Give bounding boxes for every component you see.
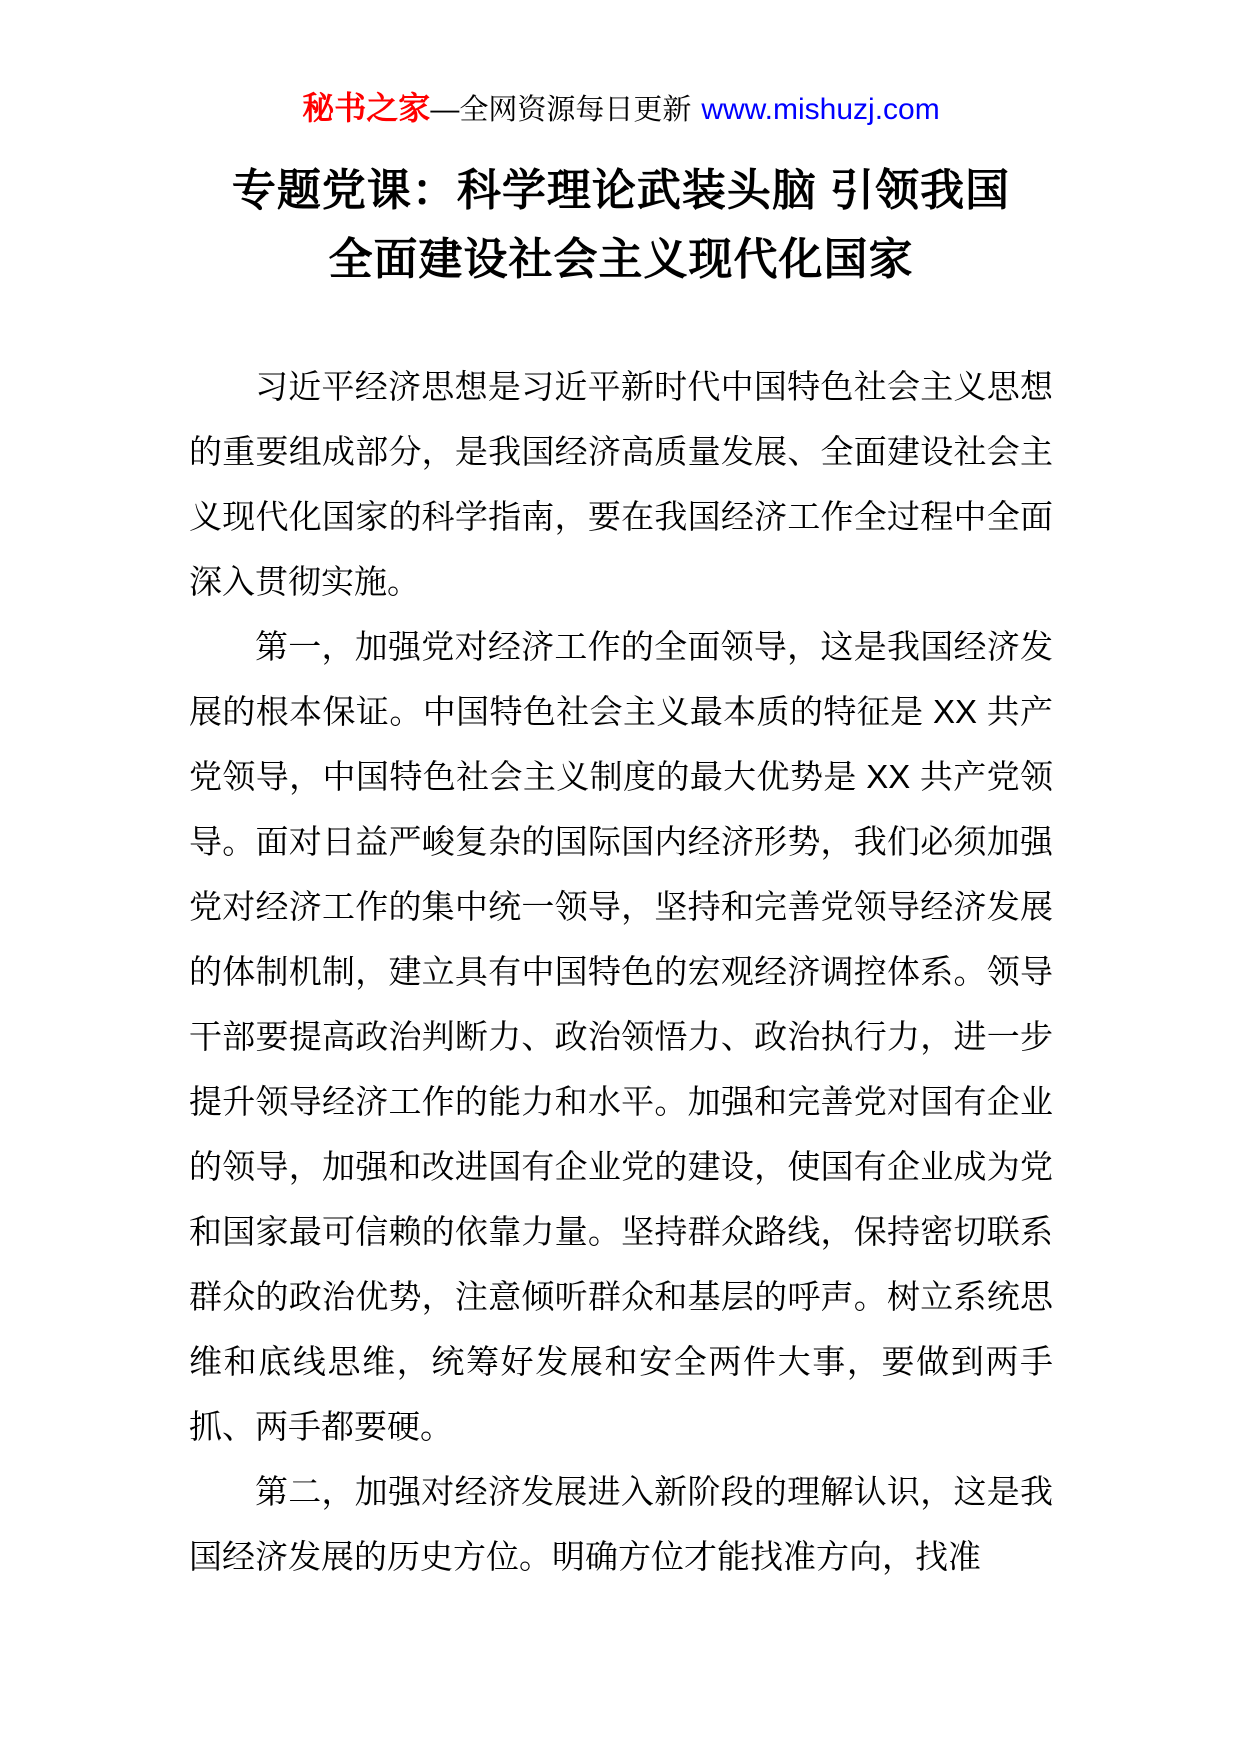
body-paragraph: 习近平经济思想是习近平新时代中国特色社会主义思想的重要组成部分，是我国经济高质量发展、全面建设社会主义现代化国家的科学指南，要在我国经济工作全过程中全面深入贯彻实施。 [189, 368, 1053, 600]
body-paragraph: 第一，加强党对经济工作的全面领导，这是我国经济发展的根本保证。中国特色社会主义最本质的特征是 XX 共产党领导，中国特色社会主义制度的最大优势是 XX 共产党领导。面对日益严峻复杂的国际国内经济形势，我们必须加强党对经济工作的集中统一领导，坚持和完善党领导经济发展的体制机制，建立具有中国特色的宏观经济调控体系。领导干部要提高政治判断力、政治领悟力、政治执行力，进一步提升领导经济工作的能力和水平。加强和完善党对国有企业的领导，加强和改进国有企业党的建设，使国有企业成为党和国家最可信赖的依靠力量。坚持群众路线，保持密切联系群众的政治优势，注意倾听群众和基层的呼声。树立系统思维和底线思维，统筹好发展和安全两件大事，要做到两手抓、两手都要硬。 [189, 628, 1053, 1445]
site-header [189, 88, 1053, 130]
title-line-1: 专题党课：科学理论武装头脑 引领我国 [231, 166, 1011, 215]
document-body [189, 354, 1053, 1589]
document-title [189, 156, 1053, 294]
header-separator: — [430, 94, 460, 126]
site-name: 秘书之家 [302, 90, 431, 126]
body-paragraph: 第二，加强对经济发展进入新阶段的理解认识，这是我国经济发展的历史方位。明确方位才能找准方向，找准 [189, 1473, 1053, 1575]
title-line-2: 全面建设社会主义现代化国家 [328, 235, 914, 284]
site-url-link[interactable]: www.mishuzj.com [701, 93, 940, 126]
header-tagline: 全网资源每日更新 [459, 94, 692, 126]
